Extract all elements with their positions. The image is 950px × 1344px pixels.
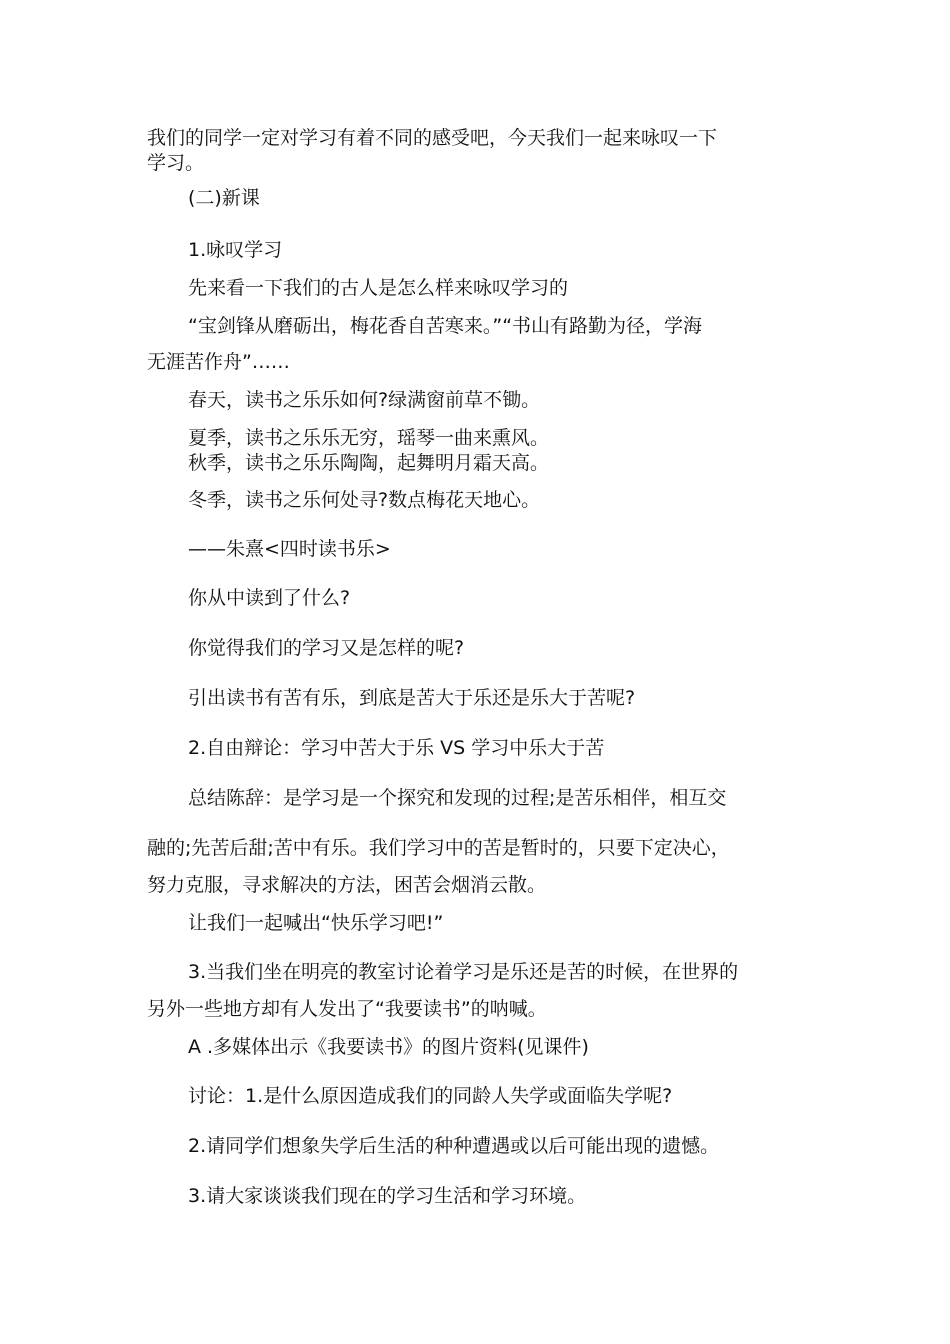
text-line: 融的;先苦后甜;苦中有乐。我们学习中的苦是暂时的，只要下定决心， [147, 837, 730, 859]
text-line: 努力克服，寻求解决的方法，困苦会烟消云散。 [147, 874, 547, 896]
text-line: 另外一些地方却有人发出了“我要读书”的呐喊。 [147, 998, 547, 1020]
quote-line: “宝剑锋从磨砺出，梅花香自苦寒来。”“书山有路勤为径，学海 [188, 315, 703, 337]
quote-line: 无涯苦作舟”…… [147, 351, 290, 373]
discussion-item: 讨论：1.是什么原因造成我们的同龄人失学或面临失学呢? [188, 1085, 673, 1107]
section-heading: (二)新课 [188, 187, 260, 209]
poem-line: 冬季，读书之乐何处寻?数点梅花天地心。 [188, 489, 541, 511]
text-line: 引出读书有苦有乐，到底是苦大于乐还是乐大于苦呢? [188, 687, 636, 709]
discussion-item: 3.请大家谈谈我们现在的学习生活和学习环境。 [188, 1185, 587, 1207]
subsection-heading: 2.自由辩论：学习中苦大于乐 VS 学习中乐大于苦 [188, 737, 605, 759]
poem-line: 春天，读书之乐乐如何?绿满窗前草不锄。 [188, 389, 541, 411]
question-line: 你从中读到了什么? [188, 587, 351, 609]
subsection-heading: 3.当我们坐在明亮的教室讨论着学习是乐还是苦的时候，在世界的 [188, 961, 739, 983]
text-line: 我们的同学一定对学习有着不同的感受吧，今天我们一起来咏叹一下 [147, 127, 718, 149]
text-line: A .多媒体出示《我要读书》的图片资料(见课件) [188, 1036, 589, 1058]
text-line: 总结陈辞：是学习是一个探究和发现的过程;是苦乐相伴，相互交 [188, 787, 727, 809]
text-line: 先来看一下我们的古人是怎么样来咏叹学习的 [188, 277, 569, 299]
poem-attribution: ——朱熹<四时读书乐> [188, 538, 391, 560]
text-line: 让我们一起喊出“快乐学习吧!” [188, 912, 444, 934]
subsection-heading: 1.咏叹学习 [188, 239, 283, 261]
discussion-item: 2.请同学们想象失学后生活的种种遭遇或以后可能出现的遗憾。 [188, 1135, 720, 1157]
poem-line: 秋季，读书之乐乐陶陶，起舞明月霜天高。 [188, 452, 550, 474]
poem-line: 夏季，读书之乐乐无穷，瑶琴一曲来熏风。 [188, 427, 550, 449]
text-line: 学习。 [147, 152, 205, 174]
question-line: 你觉得我们的学习又是怎样的呢? [188, 637, 465, 659]
